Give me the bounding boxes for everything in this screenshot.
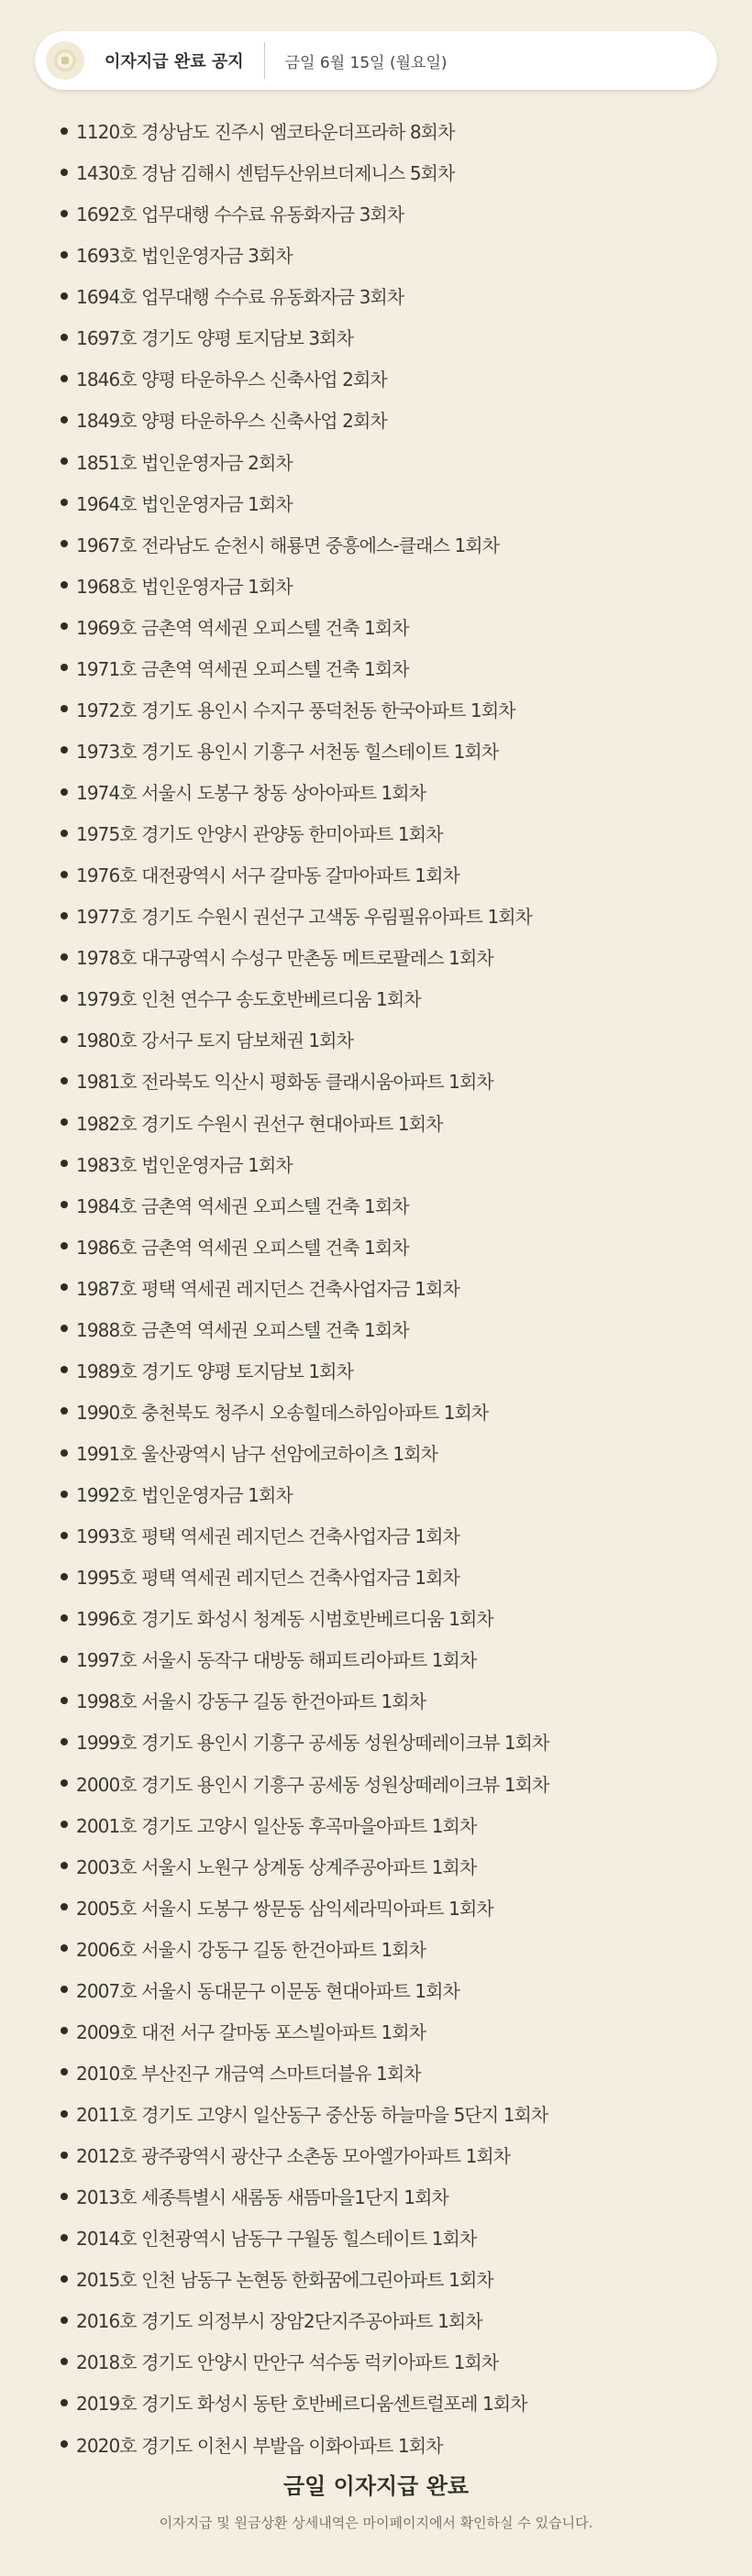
list-item (0, 688, 752, 730)
list-item (0, 1638, 752, 1679)
list-item (0, 853, 752, 895)
payment-text: 2016호 경기도 의정부시 장암2단지주공아파트 1회차 (76, 2310, 482, 2333)
payment-text: 1979호 인천 연수구 송도호반베르디움 1회차 (76, 988, 421, 1011)
payment-text: 1976호 대전광역시 서구 갈마동 갈마아파트 1회차 (76, 864, 459, 887)
bullet-icon (61, 1573, 68, 1580)
list-item (0, 1969, 752, 2010)
list-item (0, 1514, 752, 1556)
payment-text: 1989호 경기도 양평 토지담보 1회차 (76, 1360, 353, 1382)
payment-text: 1998호 서울시 강동구 길동 한건아파트 1회차 (76, 1690, 426, 1713)
list-item (0, 1721, 752, 1762)
footer (0, 2468, 752, 2532)
header-divider (264, 42, 265, 79)
bullet-icon (61, 1242, 68, 1249)
payment-text: 1851호 법인운영자금 2회차 (76, 451, 293, 474)
bullet-icon (61, 912, 68, 919)
list-item (0, 2052, 752, 2093)
payment-text: 1971호 금촌역 역세권 오피스텔 건축 1회차 (76, 657, 409, 680)
list-item (0, 1887, 752, 1928)
payment-text: 1430호 경남 김해시 센텀두산위브더제니스 5회차 (76, 162, 455, 185)
payment-text: 1972호 경기도 용인시 수지구 풍덕천동 한국아파트 1회차 (76, 699, 515, 721)
bullet-icon (61, 705, 68, 712)
list-item (0, 936, 752, 977)
bullet-icon (61, 1325, 68, 1332)
payment-text: 1978호 대구광역시 수성구 만촌동 메트로팔레스 1회차 (76, 947, 493, 970)
bullet-icon (61, 1986, 68, 1993)
payment-text: 2012호 광주광역시 광산구 소촌동 모아엘가아파트 1회차 (76, 2145, 511, 2168)
payment-text: 1846호 양평 타운하우스 신축사업 2회차 (76, 369, 387, 391)
list-item (0, 1432, 752, 1473)
list-item (0, 2258, 752, 2299)
bullet-icon (61, 1077, 68, 1084)
bullet-icon (61, 581, 68, 589)
coin-logo-icon (46, 41, 84, 80)
payment-text: 2011호 경기도 고양시 일산동구 중산동 하늘마을 5단지 1회차 (76, 2104, 548, 2127)
list-item (0, 1391, 752, 1432)
bullet-icon (61, 2440, 68, 2448)
bullet-icon (61, 1201, 68, 1208)
list-item (0, 895, 752, 936)
payment-text: 1999호 경기도 용인시 기흥구 공세동 성원상떼레이크뷰 1회차 (76, 1732, 549, 1755)
bullet-icon (61, 1366, 68, 1373)
payment-text: 1973호 경기도 용인시 기흥구 서천동 힐스테이트 1회차 (76, 740, 499, 763)
list-item (0, 2217, 752, 2258)
bullet-icon (61, 210, 68, 217)
payment-text: 1968호 법인운영자금 1회차 (76, 575, 293, 598)
payment-text: 2005호 서울시 도봉구 쌍문동 삼익세라믹아파트 1회차 (76, 1897, 493, 1920)
list-item (0, 812, 752, 853)
notice-date: 금일 6월 15일 (월요일) (284, 53, 448, 72)
payment-text: 1990호 충천북도 청주시 오송힐데스하임아파트 1회차 (76, 1401, 489, 1424)
list-item (0, 2175, 752, 2217)
footer-title: 금일 이자지급 완료 (282, 2473, 470, 2499)
payment-text: 1120호 경상남도 진주시 엠코타운더프라하 8회차 (76, 121, 455, 144)
bullet-icon (61, 2193, 68, 2200)
payment-text: 2006호 서울시 강동구 길동 한건아파트 1회차 (76, 1938, 426, 1961)
bullet-icon (61, 2152, 68, 2159)
payment-text: 1987호 평택 역세권 레지던스 건축사업자금 1회차 (76, 1277, 459, 1300)
bullet-icon (61, 1614, 68, 1622)
payment-text: 1697호 경기도 양평 토지담보 3회차 (76, 327, 353, 350)
list-item (0, 2093, 752, 2134)
list-item (0, 275, 752, 316)
list-item (0, 1184, 752, 1226)
bullet-icon (61, 2399, 68, 2406)
payment-text: 1692호 업무대행 수수료 유동화자금 3회차 (76, 204, 404, 226)
list-item (0, 730, 752, 771)
payment-text: 2000호 경기도 용인시 기흥구 공세동 성원상떼레이크뷰 1회차 (76, 1773, 549, 1796)
bullet-icon (61, 1738, 68, 1745)
payment-text: 1980호 강서구 토지 담보채권 1회차 (76, 1029, 353, 1052)
list-item (0, 606, 752, 647)
list-item (0, 1267, 752, 1308)
list-item (0, 1597, 752, 1638)
bullet-icon (61, 746, 68, 754)
bullet-icon (61, 251, 68, 259)
list-item (0, 647, 752, 688)
list-item (0, 1556, 752, 1597)
bullet-icon (61, 953, 68, 961)
bullet-icon (61, 1036, 68, 1043)
bullet-icon (61, 1407, 68, 1415)
list-item (0, 523, 752, 565)
list-item (0, 2340, 752, 2382)
bullet-icon (61, 416, 68, 424)
list-item (0, 316, 752, 358)
bullet-icon (61, 664, 68, 671)
bullet-icon (61, 2027, 68, 2034)
list-item (0, 2424, 752, 2465)
bullet-icon (61, 1160, 68, 1167)
payment-text: 1693호 법인운영자금 3회차 (76, 245, 293, 268)
payment-text: 1991호 울산광역시 남구 선암에코하이츠 1회차 (76, 1443, 438, 1466)
list-item (0, 358, 752, 399)
bullet-icon (61, 1903, 68, 1910)
list-item (0, 565, 752, 606)
payment-text: 1993호 평택 역세권 레지던스 건축사업자금 1회차 (76, 1525, 459, 1548)
payment-text: 1997호 서울시 동작구 대방동 해피트리아파트 1회차 (76, 1649, 477, 1672)
payment-text: 1694호 업무대행 수수료 유동화자금 3회차 (76, 286, 404, 309)
list-item (0, 234, 752, 275)
bullet-icon (61, 540, 68, 547)
payment-text: 2015호 인천 남동구 논현동 한화꿈에그린아파트 1회차 (76, 2269, 493, 2292)
notice-header (35, 31, 717, 90)
list-item (0, 2299, 752, 2340)
bullet-icon (61, 1283, 68, 1291)
list-item (0, 441, 752, 482)
payment-text: 2003호 서울시 노원구 상계동 상계주공아파트 1회차 (76, 1855, 477, 1878)
bullet-icon (61, 2068, 68, 2075)
list-item (0, 399, 752, 440)
bullet-icon (61, 334, 68, 341)
bullet-icon (61, 1944, 68, 1952)
bullet-icon (61, 995, 68, 1002)
list-item (0, 1845, 752, 1887)
bullet-icon (61, 1532, 68, 1539)
payment-text: 2009호 대전 서구 갈마동 포스빌아파트 1회차 (76, 2020, 426, 2043)
bullet-icon (61, 830, 68, 837)
payment-text: 1975호 경기도 안양시 관양동 한미아파트 1회차 (76, 823, 443, 846)
list-item (0, 193, 752, 234)
bullet-icon (61, 499, 68, 506)
list-item (0, 1226, 752, 1267)
payment-text: 2018호 경기도 안양시 만안구 석수동 럭키아파트 1회차 (76, 2351, 499, 2374)
payment-text: 1992호 법인운영자금 1회차 (76, 1484, 293, 1507)
list-item (0, 771, 752, 812)
payment-text: 2010호 부산진구 개금역 스마트더블유 1회차 (76, 2062, 421, 2085)
payment-text: 1849호 양평 타운하우스 신축사업 2회차 (76, 410, 387, 433)
bullet-icon (61, 622, 68, 630)
footer-note: 이자지급 및 원금상환 상세내역은 마이페이지에서 확인하실 수 있습니다. (159, 2515, 593, 2531)
list-item (0, 2134, 752, 2175)
payment-text: 1984호 금촌역 역세권 오피스텔 건축 1회차 (76, 1194, 409, 1217)
bullet-icon (61, 1449, 68, 1457)
payment-text: 1981호 전라북도 익산시 평화동 클래시움아파트 1회차 (76, 1071, 493, 1094)
bullet-icon (61, 457, 68, 465)
payment-text: 1983호 법인운영자금 1회차 (76, 1153, 293, 1176)
payment-text: 1967호 전라남도 순천시 해룡면 중흥에스-클래스 1회차 (76, 534, 500, 556)
list-item (0, 1102, 752, 1143)
bullet-icon (61, 2358, 68, 2365)
list-item (0, 2382, 752, 2423)
payment-text: 2013호 세종특별시 새롬동 새뜸마을1단지 1회차 (76, 2186, 448, 2209)
payment-text: 1988호 금촌역 역세권 오피스텔 건축 1회차 (76, 1318, 409, 1341)
bullet-icon (61, 1697, 68, 1704)
bullet-icon (61, 1779, 68, 1787)
bullet-icon (61, 292, 68, 300)
payment-text: 1977호 경기도 수원시 권선구 고색동 우림필유아파트 1회차 (76, 906, 533, 929)
list-item (0, 1928, 752, 1969)
bullet-icon (61, 788, 68, 796)
bullet-icon (61, 2110, 68, 2118)
payment-text: 2020호 경기도 이천시 부발읍 이화아파트 1회차 (76, 2434, 443, 2457)
list-item (0, 1308, 752, 1349)
bullet-icon (61, 1862, 68, 1869)
list-item (0, 1349, 752, 1391)
payment-text: 2001호 경기도 고양시 일산동 후곡마을아파트 1회차 (76, 1814, 477, 1837)
list-item (0, 1763, 752, 1804)
notice-title: 이자지급 완료 공지 (105, 52, 244, 72)
payment-text: 1964호 법인운영자금 1회차 (76, 492, 293, 515)
bullet-icon (61, 1656, 68, 1663)
bullet-icon (61, 1491, 68, 1498)
list-item (0, 482, 752, 523)
list-item (0, 1473, 752, 1514)
payment-text: 2014호 인천광역시 남동구 구월동 힐스테이트 1회차 (76, 2228, 477, 2251)
payment-text: 2019호 경기도 화성시 동탄 호반베르디움센트럴포레 1회차 (76, 2393, 527, 2416)
list-item (0, 1060, 752, 1101)
bullet-icon (61, 2234, 68, 2241)
list-item (0, 1018, 752, 1060)
bullet-icon (61, 127, 68, 135)
payment-text: 1995호 평택 역세권 레지던스 건축사업자금 1회차 (76, 1567, 459, 1590)
payment-list (0, 110, 752, 2465)
payment-text: 1996호 경기도 화성시 청계동 시범호반베르디움 1회차 (76, 1608, 493, 1631)
list-item (0, 2010, 752, 2052)
bullet-icon (61, 1118, 68, 1126)
bullet-icon (61, 2275, 68, 2283)
bullet-icon (61, 169, 68, 176)
list-item (0, 977, 752, 1018)
list-item (0, 1804, 752, 1845)
payment-text: 1969호 금촌역 역세권 오피스텔 건축 1회차 (76, 616, 409, 639)
list-item (0, 1679, 752, 1721)
list-item (0, 1143, 752, 1184)
payment-text: 1974호 서울시 도봉구 창동 상아아파트 1회차 (76, 782, 426, 805)
list-item (0, 110, 752, 151)
bullet-icon (61, 2317, 68, 2324)
payment-text: 2007호 서울시 동대문구 이문동 현대아파트 1회차 (76, 1979, 459, 2002)
bullet-icon (61, 871, 68, 878)
payment-text: 1986호 금촌역 역세권 오피스텔 건축 1회차 (76, 1236, 409, 1259)
payment-text: 1982호 경기도 수원시 권선구 현대아파트 1회차 (76, 1112, 443, 1135)
bullet-icon (61, 375, 68, 382)
list-item (0, 151, 752, 193)
bullet-icon (61, 1821, 68, 1828)
